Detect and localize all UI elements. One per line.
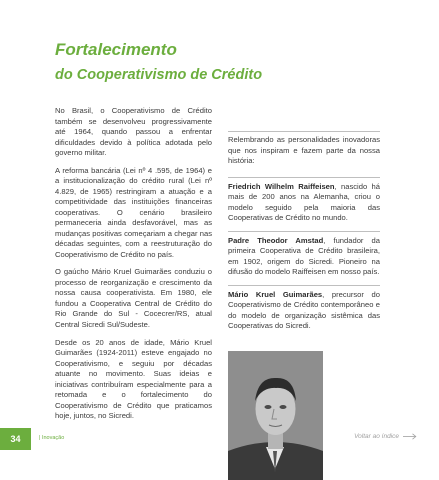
intro-text: Relembrando as personalidades inovadoras que nos inspiram e fazem parte da nossa história:	[228, 135, 380, 165]
personality-name: Padre Theodor Amstad	[228, 235, 324, 245]
divider	[228, 177, 380, 178]
divider	[228, 131, 380, 132]
arrow-right-icon	[403, 433, 417, 440]
page-subtitle: do Cooperativismo de Crédito	[55, 67, 263, 83]
right-column	[228, 131, 380, 339]
paragraph: O gaúcho Mário Kruel Guimarães conduziu o processo de reorganização e crescimento da nossa causa cooperativista. Em 1980, ele fundou a Cooperativa Central de Crédito do Rio Grande do Sul - Cocecrer/RS, atual Central Sicredi Sul/Sudeste.	[55, 267, 212, 329]
personality-description: , fundador da primeira Cooperativa de Crédito brasileira, em 1902, origem do Sicredi. Pioneiro na difusão do modelo Raiffeisen em nosso país.	[228, 235, 380, 277]
left-column	[55, 106, 212, 429]
back-to-index-link[interactable]	[354, 433, 417, 440]
portrait-photo	[228, 351, 323, 480]
page-title: Fortalecimento	[55, 40, 177, 59]
personality-entry	[228, 236, 380, 278]
portrait-illustration	[228, 351, 323, 480]
personality-entry	[228, 182, 380, 224]
personality-entry	[228, 290, 380, 332]
personality-description: , nascido há mais de 200 anos na Alemanha, criou o modelo seguido pela maioria das Cooperativas de Crédito no mundo.	[228, 181, 380, 222]
divider	[228, 231, 380, 232]
personality-name: Mário Kruel Guimarães	[228, 289, 323, 299]
personality-name: Friedrich Wilhelm Raiffeisen	[228, 181, 335, 191]
divider	[228, 285, 380, 286]
paragraph: Desde os 20 anos de idade, Mário Kruel Guimarães (1924-2011) esteve engajado no Cooperativismo, e seguiu por décadas atuante no movimento. Suas ideias e iniciativas contribuíram especialmente para a retomada e o fortalecimento do Cooperativismo de Crédito que praticamos hoje, juntos, no Sicredi.	[55, 337, 212, 421]
section-label: | Inovação	[39, 435, 65, 441]
paragraph: A reforma bancária (Lei nº 4 .595, de 1964) e a institucionalização do crédito rural (Lei nº 4.829, de 1965) restringiram a atuação e a competitividade das instituições financeiras cooperativas. O cenário brasileiro permaneceria ainda desfavorável, mas as mudanças positivas começariam a chegar nas décadas seguintes, com a reestruturação do Cooperativismo de Crédito no país.	[55, 165, 212, 259]
page-number: 34	[0, 428, 31, 450]
paragraph: No Brasil, o Cooperativismo de Crédito também se desenvolveu progressivamente até 1964, quando passou a enfrentar dificuldades devido à política adotada pelo governo militar.	[55, 106, 212, 157]
back-link-label: Voltar ao índice	[354, 433, 399, 440]
personality-description: , precursor do Cooperativismo de Crédito contemporâneo e do modelo de organização sistêmica das Cooperativas do Sicredi.	[228, 289, 380, 331]
